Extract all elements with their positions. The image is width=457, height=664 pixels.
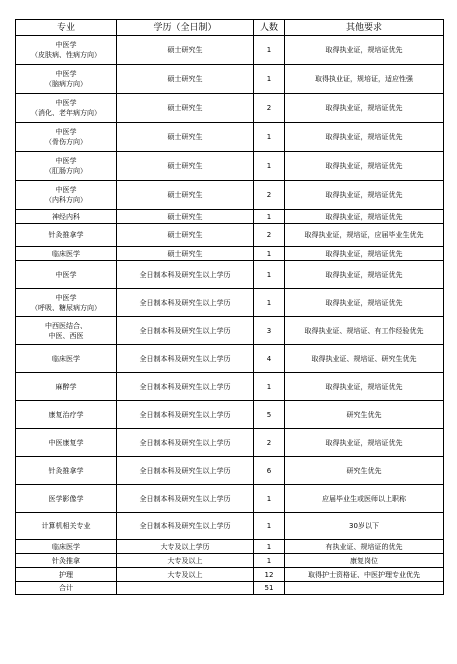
cell-requirement: 取得护士资格证、中医护理专业优先 [285,568,444,582]
cell-count: 1 [254,540,285,554]
cell-count: 2 [254,181,285,210]
cell-count: 1 [254,247,285,261]
cell-requirement: 有执业证、规培证的优先 [285,540,444,554]
table-row [16,401,444,429]
cell-count: 12 [254,568,285,582]
cell-education: 全日制本科及研究生以上学历 [117,373,254,401]
cell-major: 中医学 （呼吸、糖尿病方向） [16,289,117,317]
cell-count: 1 [254,210,285,224]
cell-count: 6 [254,457,285,485]
cell-requirement: 取得执业证、规培证、有工作经验优先 [285,317,444,345]
cell-major: 中医学 （骨伤方向） [16,123,117,152]
cell-education: 大专及以上 [117,554,254,568]
table-row [16,317,444,345]
total-row [16,582,444,595]
table-row [16,485,444,513]
cell-education: 大专及以上学历 [117,540,254,554]
recruitment-table [15,19,444,595]
cell-count: 1 [254,65,285,94]
cell-requirement: 30岁以下 [285,513,444,540]
cell-requirement: 研究生优先 [285,401,444,429]
cell-major: 麻醉学 [16,373,117,401]
cell-major: 针灸推拿 [16,554,117,568]
cell-count: 2 [254,224,285,247]
cell-major: 中医学 （消化、老年病方向） [16,94,117,123]
cell-requirement: 取得执业证，规培证优先 [285,181,444,210]
table-row [16,123,444,152]
cell-count: 1 [254,261,285,289]
cell-major: 医学影像学 [16,485,117,513]
cell-major: 中医学 （脑病方向） [16,65,117,94]
cell-education: 硕士研究生 [117,181,254,210]
cell-requirement: 取得执业证，规培证优先 [285,152,444,181]
cell-count: 1 [254,152,285,181]
table-row [16,554,444,568]
total-count: 51 [254,582,285,595]
cell-education: 硕士研究生 [117,210,254,224]
cell-count: 1 [254,36,285,65]
header-count: 人数 [254,20,285,36]
cell-requirement: 取得执业证，规培证优先 [285,94,444,123]
cell-count: 1 [254,373,285,401]
cell-requirement: 研究生优先 [285,457,444,485]
cell-count: 2 [254,429,285,457]
cell-education: 全日制本科及研究生以上学历 [117,345,254,373]
cell-count: 3 [254,317,285,345]
cell-count: 1 [254,513,285,540]
cell-count: 2 [254,94,285,123]
cell-major: 针灸推拿学 [16,457,117,485]
cell-major: 临床医学 [16,345,117,373]
table-row [16,65,444,94]
header-requirement: 其他要求 [285,20,444,36]
cell-education: 全日制本科及研究生以上学历 [117,429,254,457]
table-row [16,36,444,65]
total-label: 合计 [16,582,117,595]
cell-major: 中医康复学 [16,429,117,457]
cell-education: 全日制本科及研究生以上学历 [117,457,254,485]
cell-requirement: 取得执业证，规培证优先 [285,261,444,289]
cell-requirement: 取得执业证，规培证优先 [285,247,444,261]
header-row [16,20,444,36]
cell-education: 硕士研究生 [117,224,254,247]
cell-education: 全日制本科及研究生以上学历 [117,261,254,289]
cell-requirement: 取得执业证，规培证优先 [285,210,444,224]
table-row [16,247,444,261]
cell-count: 1 [254,289,285,317]
cell-major: 中西医结合、 中医、西医 [16,317,117,345]
cell-education: 硕士研究生 [117,152,254,181]
total-empty-2 [285,582,444,595]
cell-requirement: 取得执业证、规培证、研究生优先 [285,345,444,373]
cell-major: 计算机相关专业 [16,513,117,540]
table-row [16,568,444,582]
cell-requirement: 取得执业证，规培证优先 [285,123,444,152]
cell-requirement: 应届毕业生或医师以上职称 [285,485,444,513]
table-row [16,345,444,373]
cell-education: 硕士研究生 [117,36,254,65]
header-education: 学历（全日制） [117,20,254,36]
cell-major: 中医学 （皮肤病、性病方向） [16,36,117,65]
cell-major: 临床医学 [16,540,117,554]
header-major: 专业 [16,20,117,36]
cell-count: 4 [254,345,285,373]
cell-requirement: 取得执业证，规培证，应届毕业生优先 [285,224,444,247]
table-row [16,289,444,317]
cell-requirement: 取得执业证，规培证优先 [285,36,444,65]
table-row [16,457,444,485]
cell-major: 临床医学 [16,247,117,261]
cell-major: 中医学 [16,261,117,289]
cell-major: 神经内科 [16,210,117,224]
cell-education: 全日制本科及研究生以上学历 [117,289,254,317]
cell-education: 全日制本科及研究生以上学历 [117,317,254,345]
table-row [16,181,444,210]
table-row [16,210,444,224]
cell-requirement: 取得执业证，规培证优先 [285,289,444,317]
cell-requirement: 取得执业证，规培证，适应性强 [285,65,444,94]
total-empty [117,582,254,595]
table-row [16,429,444,457]
cell-education: 硕士研究生 [117,247,254,261]
cell-education: 硕士研究生 [117,123,254,152]
cell-requirement: 取得执业证，规培证优先 [285,429,444,457]
cell-education: 全日制本科及研究生以上学历 [117,401,254,429]
cell-education: 硕士研究生 [117,94,254,123]
table-row [16,540,444,554]
cell-major: 中医学 （内科方向） [16,181,117,210]
cell-count: 1 [254,123,285,152]
cell-major: 中医学 （肛肠方向） [16,152,117,181]
cell-requirement: 取得执业证，规培证优先 [285,373,444,401]
table-row [16,224,444,247]
cell-major: 护理 [16,568,117,582]
table-row [16,373,444,401]
cell-major: 康复治疗学 [16,401,117,429]
table-row [16,152,444,181]
table-row [16,94,444,123]
cell-count: 1 [254,485,285,513]
cell-education: 硕士研究生 [117,65,254,94]
cell-education: 全日制本科及研究生以上学历 [117,485,254,513]
cell-requirement: 康复岗位 [285,554,444,568]
table-row [16,261,444,289]
cell-education: 全日制本科及研究生以上学历 [117,513,254,540]
cell-count: 5 [254,401,285,429]
cell-education: 大专及以上 [117,568,254,582]
cell-major: 针灸推拿学 [16,224,117,247]
table-row [16,513,444,540]
cell-count: 1 [254,554,285,568]
